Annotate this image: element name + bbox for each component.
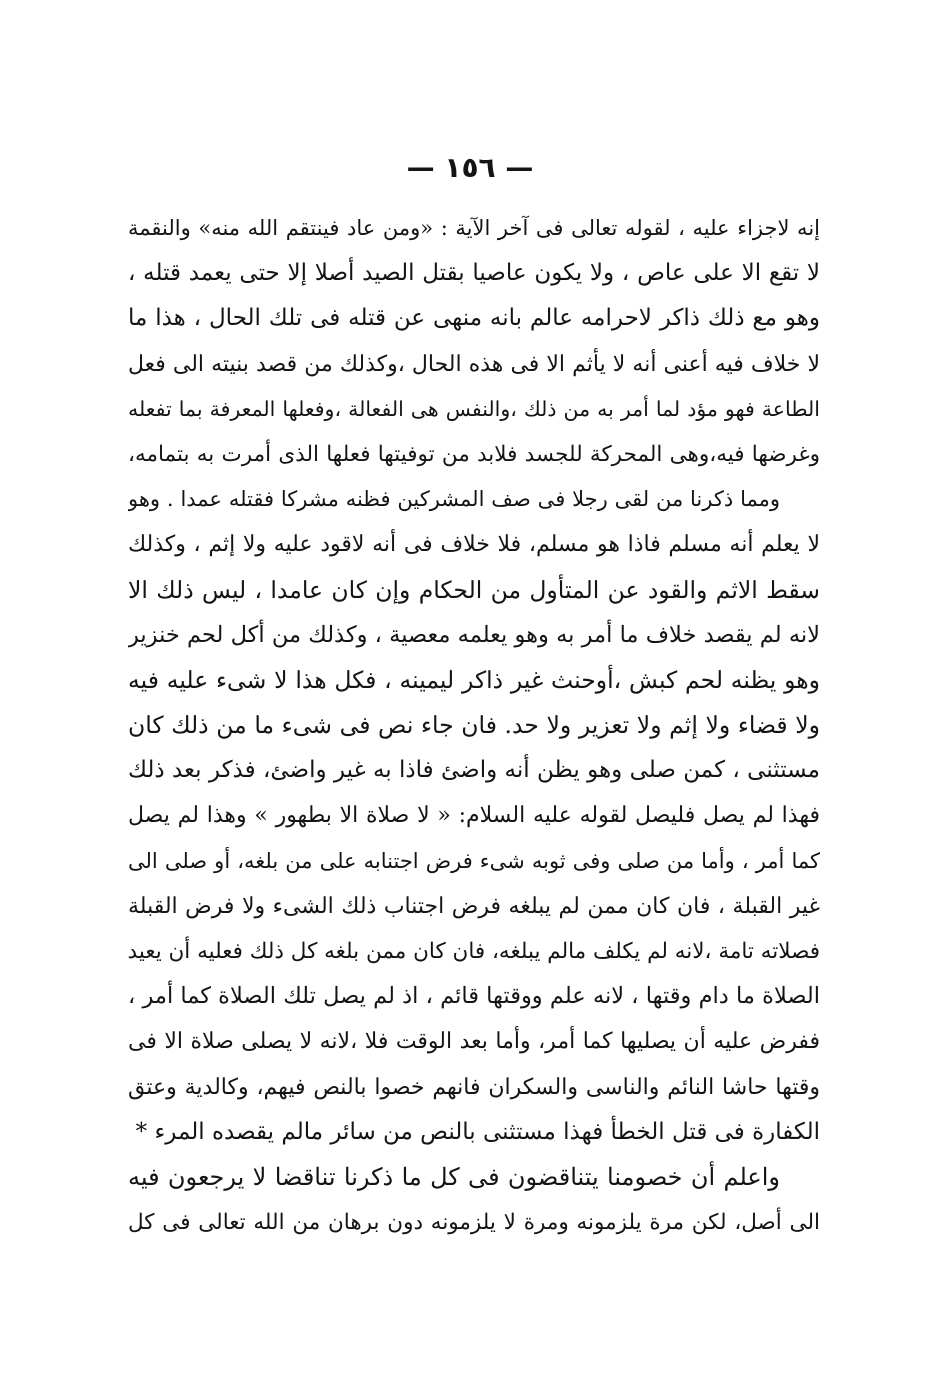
text-line: لا تقع الا على عاص ، ولا يكون عاصيا بقتل الصيد أصلا إلا حتى يعمد قتله ، xyxy=(128,260,820,287)
text-line: وهو مع ذلك ذاكر لاحرامه عالم بانه منهى عن قتله فى تلك الحال ، هذا ما xyxy=(128,305,820,332)
text-line: لانه لم يقصد خلاف ما أمر به وهو يعلمه معصية ، وكذلك من أكل لحم خنزير xyxy=(128,621,820,648)
text-line: الى أصل، لكن مرة يلزمونه ومرة لا يلزمونه دون برهان من الله تعالى فى كل xyxy=(128,1210,820,1236)
text-line: وقتها حاشا النائم والناسى والسكران فانهم خصوا بالنص فيهم، وكالدية وعتق xyxy=(128,1074,820,1100)
body-text xyxy=(128,206,820,1245)
text-line: الصلاة ما دام وقتها ، لانه علم ووقتها قائم ، اذ لم يصل تلك الصلاة كما أمر ، xyxy=(128,983,820,1010)
page-number: — ١٥٦ — xyxy=(406,151,534,184)
text-line: وهو يظنه لحم كبش ،أوحنث غير ذاكر ليمينه ، فكل هذا لا شىء عليه فيه xyxy=(128,665,820,694)
text-line: لا خلاف فيه أعنى أنه لا يأثم الا فى هذه الحال ،وكذلك من قصد بنيته الى فعل xyxy=(128,351,820,377)
text-line: سقط الاثم والقود عن المتأول من الحكام وإن كان عامدا ، ليس ذلك الا xyxy=(128,575,820,604)
text-line: وغرضها فيه،وهى المحركة للجسد فلابد من توفيتها فعلها الذى أمرت به بتمامه، xyxy=(128,441,820,467)
text-line: ففرض عليه أن يصليها كما أمر، وأما بعد الوقت فلا ،لانه لا يصلى صلاة الا فى xyxy=(128,1029,820,1055)
text-line: مستثنى ، كمن صلى وهو يظن أنه واضئ فاذا به غير واضئ، فذكر بعد ذلك xyxy=(128,757,820,784)
text-line: فصلاته تامة ،لانه لم يكلف مالم يبلغه، فان كان ممن بلغه كل ذلك فعليه أن يعيد xyxy=(128,939,820,964)
text-line: ولا قضاء ولا إثم ولا تعزير ولا حد. فان جاء نص فى شىء ما من ذلك كان xyxy=(128,711,820,740)
text-line: فهذا لم يصل فليصل لقوله عليه السلام: « لا صلاة الا بطهور » وهذا لم يصل xyxy=(128,803,820,829)
text-line: غير القبلة ، فان كان ممن لم يبلغه فرض اجتناب ذلك الشىء ولا فرض القبلة xyxy=(128,893,820,919)
text-line: واعلم أن خصومنا يتناقضون فى كل ما ذكرنا تناقضا لا يرجعون فيه xyxy=(128,1162,780,1191)
text-line: إنه لاجزاء عليه ، لقوله تعالى فى آخر الآية : «ومن عاد فينتقم الله منه» والنقمة xyxy=(128,216,820,240)
text-line: الكفارة فى قتل الخطأ فهذا مستثنى بالنص من سائر مالم يقصده المرء * xyxy=(135,1118,820,1145)
text-line: لا يعلم أنه مسلم فاذا هو مسلم، فلا خلاف فى أنه لاقود عليه ولا إثم ، وكذلك xyxy=(128,532,820,558)
text-line: الطاعة فهو مؤد لما أمر به من ذلك ،والنفس هى الفعالة ،وفعلها المعرفة بما تفعله xyxy=(128,396,820,421)
text-line: كما أمر ، وأما من صلى وفى ثوبه شىء فرض اجتنابه على من بلغه، أو صلى الى xyxy=(128,848,820,873)
text-line: ومما ذكرنا من لقى رجلا فى صف المشركين فظنه مشركا فقتله عمدا . وهو xyxy=(128,487,780,512)
